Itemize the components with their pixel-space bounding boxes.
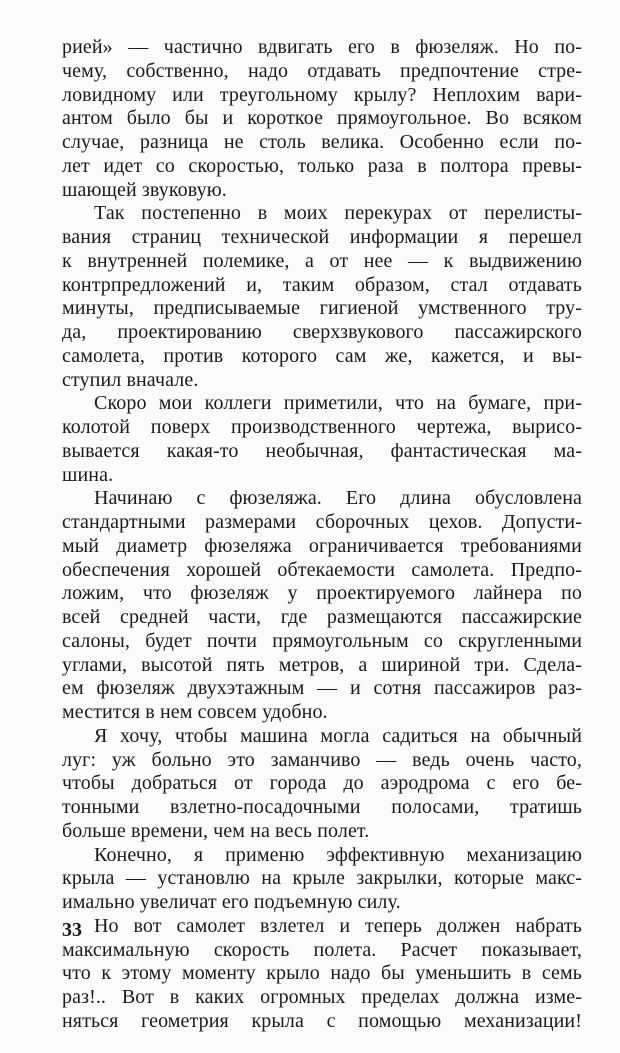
text-line: имально увеличат его подъемную силу. xyxy=(62,891,401,913)
text-line: крыла — установлю на крыле закрылки, которые макс- xyxy=(62,867,582,890)
text-line: больше времени, чем на весь полет. xyxy=(62,819,370,842)
text-line: антом было бы и короткое прямоугольное. Во всяком xyxy=(62,107,582,130)
text-line: Но вот самолет взлетел и теперь должен набрать xyxy=(94,914,582,937)
text-line: вывается какая-то необычная, фантастическая ма- xyxy=(62,439,582,462)
text-line: няться геометрия крыла с помощью механизации! xyxy=(62,1009,582,1032)
text-line: контрпредложений и, таким образом, стал отдавать xyxy=(62,273,582,296)
text-line: Конечно, я применю эффективную механизацию xyxy=(94,843,582,866)
text-line: ем фюзеляж двухэтажным — и сотня пассажиров раз- xyxy=(62,677,582,700)
text-line: колотой поверх производственного чертежа, вырисо- xyxy=(62,416,582,438)
text-line: да, проектированию сверхзвукового пассажирского xyxy=(62,321,582,343)
text-line: шина. xyxy=(62,463,114,486)
text-line: Скоро мои коллеги приметили, что на бумаге, при- xyxy=(94,392,582,415)
text-line: луг: уж больно это заманчиво — ведь очень часто, xyxy=(62,748,582,771)
page-number: 33 xyxy=(62,919,82,941)
text-line: максимальную скорость полета. Расчет показывает, xyxy=(62,938,582,961)
text-line: случае, разница не столь велика. Особенно если по- xyxy=(62,131,582,153)
text-line: ступил вначале. xyxy=(62,368,199,391)
text-line: углами, высотой пять метров, а шириной три. Сдела- xyxy=(62,653,582,676)
text-line: к внутренней полемике, а от нее — к выдвижению xyxy=(62,249,582,272)
text-line: чтобы добраться от города до аэродрома с его бе- xyxy=(62,772,582,795)
text-line: салоны, будет почти прямоугольным со скругленными xyxy=(62,629,582,652)
text-line: ловидному или треугольному крылу? Неплохим вари- xyxy=(62,83,582,106)
text-line: тонными взлетно-посадочными полосами, тратишь xyxy=(62,796,582,818)
text-line: шающей звуковую. xyxy=(62,178,227,201)
text-line: рией» — частично вдвигать его в фюзеляж. Но по- xyxy=(62,36,582,58)
text-line: чему, собственно, надо отдавать предпочтение стре- xyxy=(62,59,582,82)
text-line: обеспечения хорошей обтекаемости самолета. Предпо- xyxy=(62,558,582,581)
text-line: всей средней части, где размещаются пассажирские xyxy=(62,606,582,628)
text-line: Я хочу, чтобы машина могла садиться на обычный xyxy=(94,724,582,747)
text-line: стандартными размерами сборочных цехов. Допусти- xyxy=(62,511,582,533)
text-line: лет идет со скоростью, только раза в полтора превы- xyxy=(62,154,582,177)
text-line: местится в нем совсем удобно. xyxy=(62,701,328,723)
text-line: самолета, против которого сам же, кажется, и вы- xyxy=(62,344,582,367)
text-line: раз!.. Вот в каких огромных пределах должна изме- xyxy=(62,986,582,1008)
text-line: Так постепенно в моих перекурах от перелисты- xyxy=(94,202,582,225)
text-line: минуты, предписываемые гигиеной умственного тру- xyxy=(62,297,582,320)
text-line: что к этому моменту крыло надо бы уменьшить в семь xyxy=(62,962,582,985)
text-line: ложим, что фюзеляж у проектируемого лайнера по xyxy=(62,582,582,605)
text-line: Начинаю с фюзеляжа. Его длина обусловлена xyxy=(94,487,582,510)
text-line: мый диаметр фюзеляжа ограничивается требованиями xyxy=(62,534,582,557)
text-line: вания страниц технической информации я перешел xyxy=(62,226,582,248)
body-text xyxy=(62,36,582,1034)
